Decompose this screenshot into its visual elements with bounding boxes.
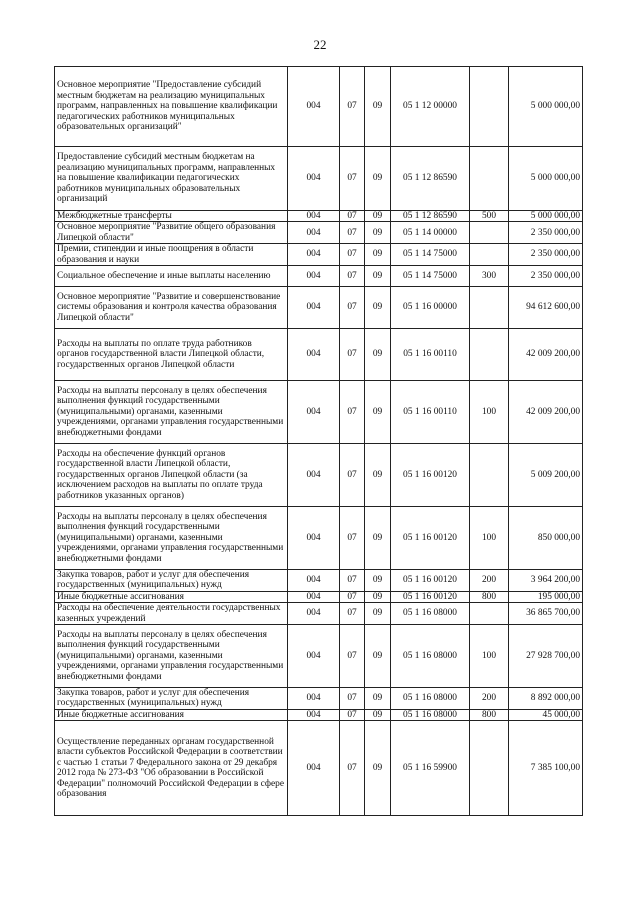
subsection-cell: 09 (365, 721, 391, 816)
ved-code-cell: 004 (288, 603, 340, 625)
ved-code-cell: 004 (288, 688, 340, 710)
target-article-cell: 05 1 12 86590 (391, 211, 470, 222)
amount-cell: 42 009 200,00 (509, 381, 583, 444)
section-cell: 07 (340, 570, 365, 592)
target-article-cell: 05 1 16 00120 (391, 444, 470, 507)
expense-type-cell (470, 67, 509, 147)
amount-cell: 5 000 000,00 (509, 147, 583, 211)
ved-code-cell: 004 (288, 570, 340, 592)
table-row (55, 244, 583, 266)
expense-type-cell: 300 (470, 266, 509, 287)
table-row (55, 603, 583, 625)
row-name-cell: Основное мероприятие "Предоставление субсидий местным бюджетам на реализацию муниципальных программ, направленных на повышение квалификации педагогических работников муниципальных образовательных организаций" (55, 67, 288, 147)
subsection-cell: 09 (365, 211, 391, 222)
table-row (55, 329, 583, 381)
amount-cell: 3 964 200,00 (509, 570, 583, 592)
amount-cell: 5 009 200,00 (509, 444, 583, 507)
subsection-cell: 09 (365, 625, 391, 688)
expense-type-cell (470, 222, 509, 244)
table-row (55, 287, 583, 329)
expense-type-cell: 100 (470, 625, 509, 688)
subsection-cell: 09 (365, 570, 391, 592)
ved-code-cell: 004 (288, 222, 340, 244)
section-cell: 07 (340, 381, 365, 444)
target-article-cell: 05 1 16 00120 (391, 570, 470, 592)
expense-type-cell (470, 244, 509, 266)
subsection-cell: 09 (365, 266, 391, 287)
amount-cell: 94 612 600,00 (509, 287, 583, 329)
table-body (55, 67, 583, 816)
subsection-cell: 09 (365, 67, 391, 147)
subsection-cell: 09 (365, 244, 391, 266)
table-row (55, 570, 583, 592)
expense-type-cell: 200 (470, 688, 509, 710)
section-cell: 07 (340, 211, 365, 222)
subsection-cell: 09 (365, 709, 391, 720)
table-row (55, 688, 583, 710)
target-article-cell: 05 1 14 00000 (391, 222, 470, 244)
target-article-cell: 05 1 16 08000 (391, 709, 470, 720)
section-cell: 07 (340, 591, 365, 602)
table-row (55, 211, 583, 222)
subsection-cell: 09 (365, 507, 391, 570)
budget-table (54, 66, 583, 816)
amount-cell: 8 892 000,00 (509, 688, 583, 710)
table-row (55, 625, 583, 688)
target-article-cell: 05 1 12 00000 (391, 67, 470, 147)
target-article-cell: 05 1 16 00110 (391, 329, 470, 381)
subsection-cell: 09 (365, 603, 391, 625)
table-row (55, 222, 583, 244)
row-name-cell: Расходы на выплаты по оплате труда работников органов государственной власти Липецкой области, государственных органов Липецкой области (55, 329, 288, 381)
section-cell: 07 (340, 603, 365, 625)
row-name-cell: Расходы на обеспечение функций органов государственной власти Липецкой области, государственных органов Липецкой области (за исключением расходов на выплаты по оплате труда работников указанных органов) (55, 444, 288, 507)
table-row (55, 709, 583, 720)
expense-type-cell: 100 (470, 507, 509, 570)
target-article-cell: 05 1 16 08000 (391, 625, 470, 688)
amount-cell: 5 000 000,00 (509, 67, 583, 147)
section-cell: 07 (340, 507, 365, 570)
target-article-cell: 05 1 16 08000 (391, 603, 470, 625)
subsection-cell: 09 (365, 329, 391, 381)
expense-type-cell: 100 (470, 381, 509, 444)
expense-type-cell: 800 (470, 709, 509, 720)
row-name-cell: Межбюджетные трансферты (55, 211, 288, 222)
target-article-cell: 05 1 16 08000 (391, 688, 470, 710)
table-row (55, 507, 583, 570)
target-article-cell: 05 1 16 00000 (391, 287, 470, 329)
ved-code-cell: 004 (288, 147, 340, 211)
section-cell: 07 (340, 329, 365, 381)
ved-code-cell: 004 (288, 287, 340, 329)
table-row (55, 147, 583, 211)
section-cell: 07 (340, 444, 365, 507)
amount-cell: 36 865 700,00 (509, 603, 583, 625)
row-name-cell: Основное мероприятие "Развитие общего образования Липецкой области" (55, 222, 288, 244)
subsection-cell: 09 (365, 688, 391, 710)
amount-cell: 2 350 000,00 (509, 266, 583, 287)
section-cell: 07 (340, 287, 365, 329)
table-row (55, 67, 583, 147)
table-row (55, 444, 583, 507)
ved-code-cell: 004 (288, 244, 340, 266)
amount-cell: 2 350 000,00 (509, 222, 583, 244)
row-name-cell: Осуществление переданных органам государственной власти субъектов Российской Федерации в соответствии с частью 1 статьи 7 Федерального закона от 29 декабря 2012 года № 273-ФЗ "Об образовании в Российской Федерации" полномочий Российской Федерации в сфере образования (55, 721, 288, 816)
expense-type-cell: 200 (470, 570, 509, 592)
table-row (55, 381, 583, 444)
ved-code-cell: 004 (288, 444, 340, 507)
row-name-cell: Расходы на выплаты персоналу в целях обеспечения выполнения функций государственными (муниципальными) органами, казенными учреждениями, органами управления государственными внебюджетными фондами (55, 625, 288, 688)
amount-cell: 27 928 700,00 (509, 625, 583, 688)
amount-cell: 7 385 100,00 (509, 721, 583, 816)
page-number: 22 (313, 37, 327, 52)
row-name-cell: Расходы на обеспечение деятельности государственных казенных учреждений (55, 603, 288, 625)
expense-type-cell (470, 721, 509, 816)
ved-code-cell: 004 (288, 709, 340, 720)
row-name-cell: Предоставление субсидий местным бюджетам на реализацию муниципальных программ, направленных на повышение квалификации педагогических работников муниципальных образовательных организаций (55, 147, 288, 211)
row-name-cell: Социальное обеспечение и иные выплаты населению (55, 266, 288, 287)
row-name-cell: Премии, стипендии и иные поощрения в области образования и науки (55, 244, 288, 266)
row-name-cell: Закупка товаров, работ и услуг для обеспечения государственных (муниципальных) нужд (55, 570, 288, 592)
amount-cell: 2 350 000,00 (509, 244, 583, 266)
row-name-cell: Расходы на выплаты персоналу в целях обеспечения выполнения функций государственными (муниципальными) органами, казенными учреждениями, органами управления государственными внебюджетными фондами (55, 381, 288, 444)
table-row (55, 591, 583, 602)
target-article-cell: 05 1 14 75000 (391, 244, 470, 266)
target-article-cell: 05 1 12 86590 (391, 147, 470, 211)
expense-type-cell: 500 (470, 211, 509, 222)
target-article-cell: 05 1 16 59900 (391, 721, 470, 816)
row-name-cell: Расходы на выплаты персоналу в целях обеспечения выполнения функций государственными (муниципальными) органами, казенными учреждениями, органами управления государственными внебюджетными фондами (55, 507, 288, 570)
amount-cell: 42 009 200,00 (509, 329, 583, 381)
subsection-cell: 09 (365, 147, 391, 211)
row-name-cell: Иные бюджетные ассигнования (55, 709, 288, 720)
target-article-cell: 05 1 14 75000 (391, 266, 470, 287)
section-cell: 07 (340, 222, 365, 244)
row-name-cell: Основное мероприятие "Развитие и совершенствование системы образования и контроля качества образования Липецкой области" (55, 287, 288, 329)
subsection-cell: 09 (365, 444, 391, 507)
section-cell: 07 (340, 709, 365, 720)
section-cell: 07 (340, 688, 365, 710)
amount-cell: 850 000,00 (509, 507, 583, 570)
ved-code-cell: 004 (288, 67, 340, 147)
section-cell: 07 (340, 266, 365, 287)
ved-code-cell: 004 (288, 211, 340, 222)
expense-type-cell: 800 (470, 591, 509, 602)
expense-type-cell (470, 329, 509, 381)
expense-type-cell (470, 444, 509, 507)
target-article-cell: 05 1 16 00120 (391, 507, 470, 570)
subsection-cell: 09 (365, 287, 391, 329)
ved-code-cell: 004 (288, 591, 340, 602)
section-cell: 07 (340, 244, 365, 266)
row-name-cell: Закупка товаров, работ и услуг для обеспечения государственных (муниципальных) нужд (55, 688, 288, 710)
expense-type-cell (470, 287, 509, 329)
ved-code-cell: 004 (288, 266, 340, 287)
table-row (55, 721, 583, 816)
section-cell: 07 (340, 67, 365, 147)
ved-code-cell: 004 (288, 625, 340, 688)
table-row (55, 266, 583, 287)
subsection-cell: 09 (365, 222, 391, 244)
section-cell: 07 (340, 721, 365, 816)
subsection-cell: 09 (365, 381, 391, 444)
amount-cell: 45 000,00 (509, 709, 583, 720)
expense-type-cell (470, 147, 509, 211)
target-article-cell: 05 1 16 00120 (391, 591, 470, 602)
row-name-cell: Иные бюджетные ассигнования (55, 591, 288, 602)
amount-cell: 195 000,00 (509, 591, 583, 602)
ved-code-cell: 004 (288, 381, 340, 444)
target-article-cell: 05 1 16 00110 (391, 381, 470, 444)
section-cell: 07 (340, 147, 365, 211)
ved-code-cell: 004 (288, 721, 340, 816)
amount-cell: 5 000 000,00 (509, 211, 583, 222)
section-cell: 07 (340, 625, 365, 688)
ved-code-cell: 004 (288, 507, 340, 570)
subsection-cell: 09 (365, 591, 391, 602)
expense-type-cell (470, 603, 509, 625)
ved-code-cell: 004 (288, 329, 340, 381)
